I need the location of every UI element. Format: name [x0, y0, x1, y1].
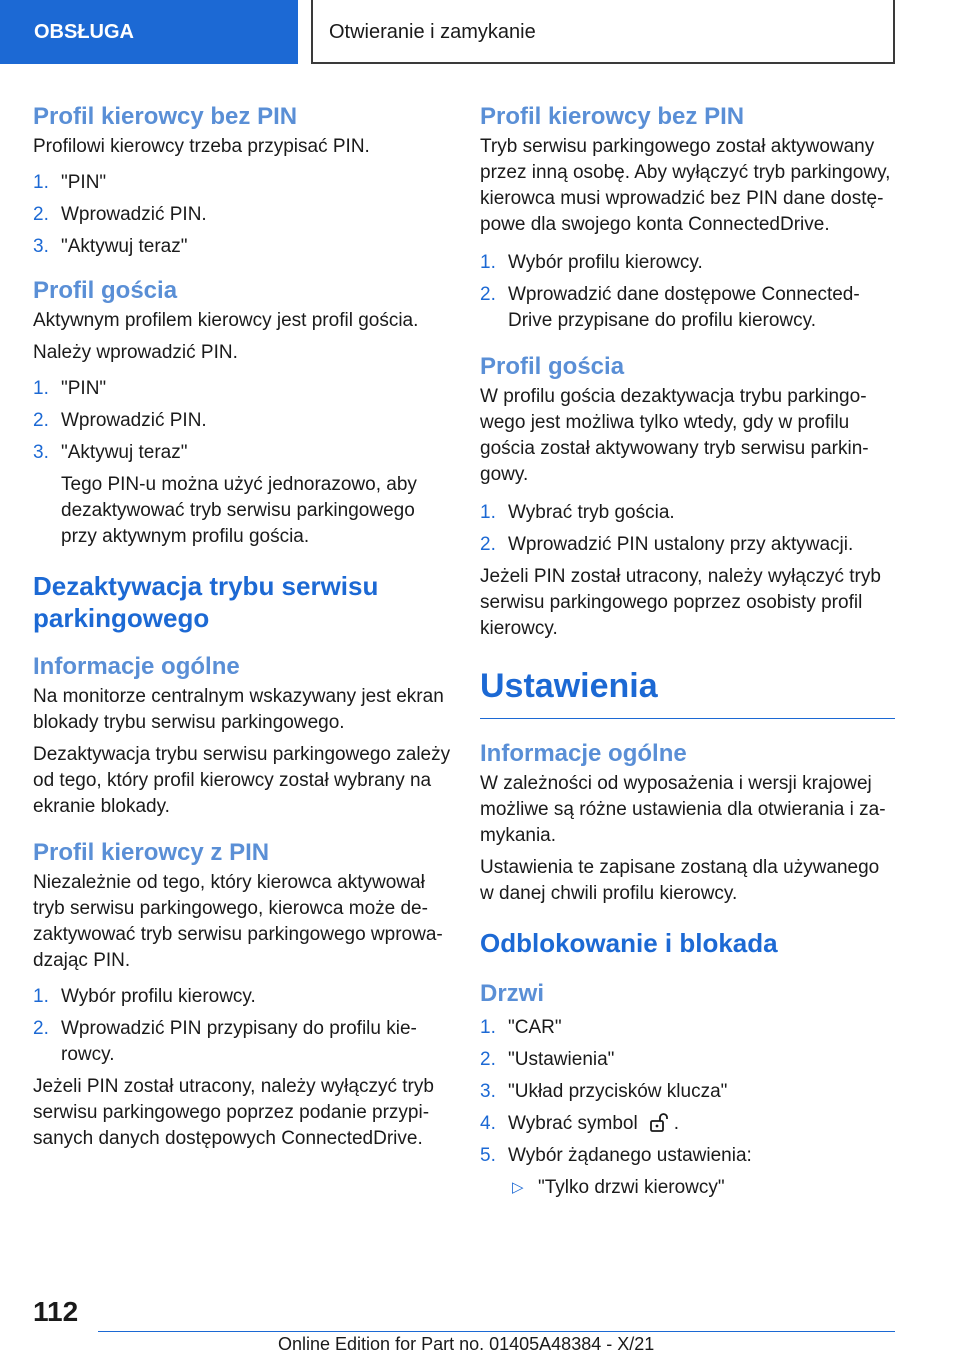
step-text: Wprowadzić dane dostępowe ConnectedDrive przypisane do profilu kierowcy. — [508, 284, 860, 331]
triangle-bullet-icon: ▷ — [512, 1179, 524, 1196]
heading-general-info: Informacje ogólne — [480, 740, 687, 767]
footer-edition: Online Edition for Part no. 01405A48384 - X/21 — [278, 1334, 655, 1354]
step-text: "Ustawienia" — [508, 1049, 615, 1070]
step-text: Wybór żądanego ustawienia: — [508, 1145, 752, 1166]
step-number: 1. — [33, 986, 49, 1007]
heading-doors: Drzwi — [480, 980, 545, 1007]
step-text: "Układ przycisków klucza" — [508, 1081, 728, 1102]
chapter-heading-settings: Ustawienia — [480, 666, 895, 719]
unlock-icon — [648, 1111, 670, 1133]
list-item — [480, 282, 895, 334]
step-text: Wprowadzić PIN ustalony przy aktywacji. — [508, 534, 854, 555]
step-number: 3. — [33, 442, 49, 463]
step-number: 2. — [480, 284, 496, 305]
list-item — [480, 1015, 895, 1041]
heading-driver-profile-no-pin: Profil kierowcy bez PIN — [33, 103, 298, 130]
step-text: "PIN" — [61, 378, 107, 399]
step-number: 2. — [33, 410, 49, 431]
step-number: 2. — [33, 204, 49, 225]
step-text: Wybrać symbol — [508, 1113, 638, 1134]
step-number: 4. — [480, 1113, 496, 1134]
paragraph: Tryb serwisu parkingowego został aktywowany przez inną osobę. Aby wyłączyć tryb parkingowy, kierowca musi wprowadzić bez PIN dane dostępowe dla swojego konta ConnectedDrive. — [480, 136, 891, 235]
list-item — [480, 1047, 895, 1073]
step-text: Wybrać tryb gościa. — [508, 502, 675, 523]
step-number: 2. — [480, 534, 496, 555]
list-item — [480, 1111, 895, 1137]
paragraph: Jeżeli PIN został utracony, należy wyłączyć tryb serwisu parkingowego poprzez osobisty profil kierowcy. — [480, 566, 881, 639]
step-number: 3. — [33, 236, 49, 257]
step-number: 1. — [480, 502, 496, 523]
page-number: 112 — [33, 1296, 79, 1327]
list-item — [33, 408, 451, 434]
section-tab: OBSŁUGA — [0, 0, 298, 64]
paragraph: W profilu gościa dezaktywacja trybu parkingowego jest możliwa tylko wtedy, gdy w profilu gościa został aktywowany tryb serwisu parkingowy. — [480, 386, 869, 485]
list-item — [33, 1016, 451, 1068]
step-text-suffix: . — [673, 1113, 679, 1134]
list-item — [33, 984, 451, 1010]
step-number: 3. — [480, 1081, 496, 1102]
step-text: Wybór profilu kierowcy. — [508, 252, 703, 273]
bullet-item — [480, 1175, 895, 1201]
step-number: 1. — [33, 172, 49, 193]
list-item — [33, 170, 451, 196]
step-text: Wybór profilu kierowcy. — [61, 986, 256, 1007]
step-text: Wprowadzić PIN przypisany do profilu kierowcy. — [61, 1018, 417, 1065]
paragraph: Profilowi kierowcy trzeba przypisać PIN. — [33, 136, 370, 157]
step-text: Wprowadzić PIN. — [61, 410, 207, 431]
heading-unlock-and-lock: Odblokowanie i blokada — [480, 928, 778, 958]
paragraph: Niezależnie od tego, który kierowca aktywował tryb serwisu parkingowego, kierowca może dezaktywować tryb serwisu parkingowego wprowadzając PIN. — [33, 872, 443, 971]
heading-guest-profile: Profil gościa — [33, 277, 178, 304]
step-text: "CAR" — [508, 1017, 562, 1038]
list-item — [480, 532, 895, 558]
step-number: 1. — [480, 1017, 496, 1038]
list-item — [480, 1143, 895, 1169]
step-number: 1. — [33, 378, 49, 399]
step-number: 1. — [480, 252, 496, 273]
step-note: Tego PIN-u można użyć jednorazowo, aby dezaktywować tryb serwisu parkingowego przy aktywnym profilu gościa. — [61, 474, 417, 547]
heading-driver-profile-no-pin: Profil kierowcy bez PIN — [480, 103, 745, 130]
paragraph: Na monitorze centralnym wskazywany jest ekran blokady trybu serwisu parkingowego. — [33, 686, 444, 733]
paragraph: Ustawienia te zapisane zostaną dla używanego w danej chwili profilu kierowcy. — [480, 857, 880, 904]
list-item — [33, 440, 451, 550]
chapter-title: Otwieranie i zamykanie — [311, 0, 895, 64]
bullet-text: "Tylko drzwi kierowcy" — [538, 1177, 725, 1198]
paragraph: Należy wprowadzić PIN. — [33, 342, 238, 363]
list-item — [480, 1079, 895, 1105]
list-item — [480, 500, 895, 526]
heading-deactivate-valet-mode: Dezaktywacja trybu serwisu parkingowego — [33, 571, 379, 633]
list-item — [480, 250, 895, 276]
list-item — [33, 376, 451, 402]
paragraph: Dezaktywacja trybu serwisu parkingowego zależy od tego, który profil kierowcy został wybrany na ekranie blokady. — [33, 744, 451, 817]
list-item — [33, 202, 451, 228]
heading-general-info: Informacje ogólne — [33, 653, 240, 680]
paragraph: Aktywnym profilem kierowcy jest profil gościa. — [33, 310, 419, 331]
footer-divider — [98, 1331, 895, 1332]
step-text: "Aktywuj teraz" — [61, 236, 188, 257]
heading-guest-profile: Profil gościa — [480, 353, 625, 380]
step-number: 2. — [33, 1018, 49, 1039]
paragraph: W zależności od wyposażenia i wersji krajowej możliwe są różne ustawienia dla otwierania i zamykania. — [480, 773, 886, 846]
heading-driver-profile-with-pin: Profil kierowcy z PIN — [33, 839, 270, 866]
right-column — [480, 100, 895, 1201]
step-text: "Aktywuj teraz" — [61, 442, 188, 463]
step-text: Wprowadzić PIN. — [61, 204, 207, 225]
list-item — [33, 234, 451, 260]
step-text: "PIN" — [61, 172, 107, 193]
step-number: 2. — [480, 1049, 496, 1070]
step-number: 5. — [480, 1145, 496, 1166]
left-column — [33, 100, 451, 1152]
paragraph: Jeżeli PIN został utracony, należy wyłączyć tryb serwisu parkingowego poprzez podanie przypisanych danych dostępowych ConnectedDrive. — [33, 1076, 434, 1149]
